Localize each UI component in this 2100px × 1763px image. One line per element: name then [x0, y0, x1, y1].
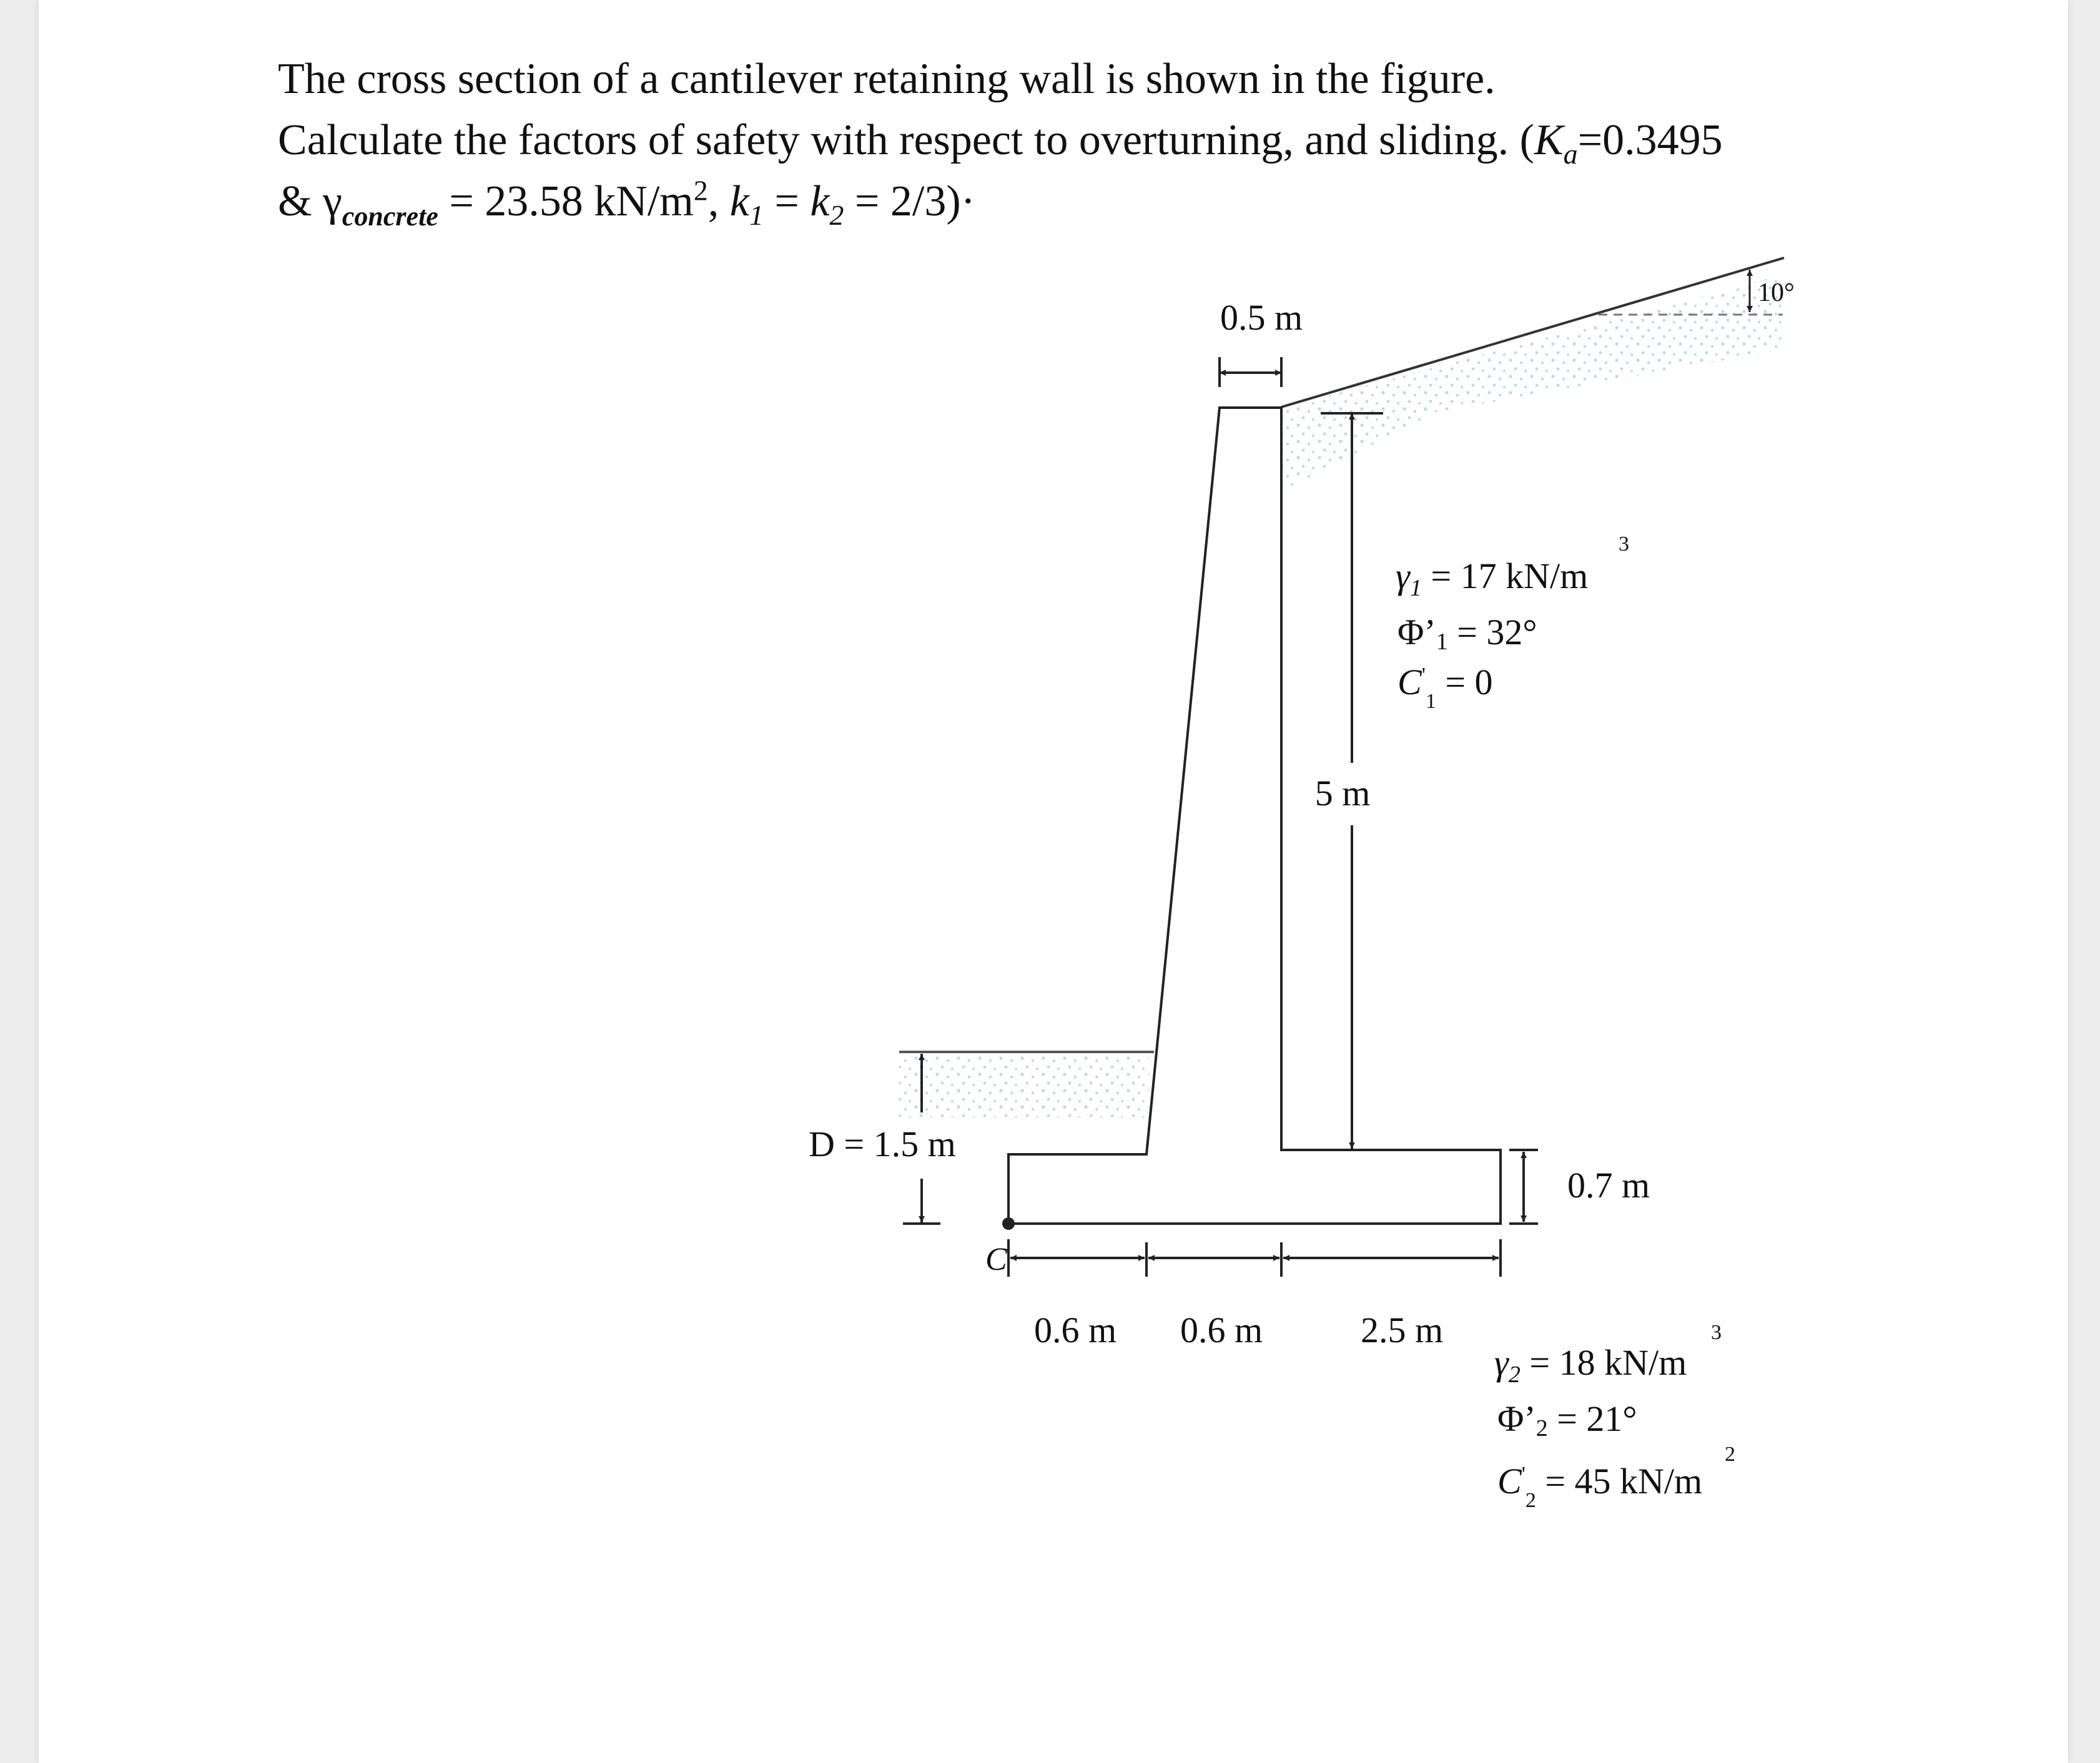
soil-1-c-superscript: '	[1421, 664, 1426, 687]
gamma-symbol: & γ	[278, 177, 342, 225]
soil-2-gamma-line	[1494, 1342, 1687, 1388]
stem-height-label: 5 m	[1314, 773, 1371, 813]
soil-1-c-value: = 0	[1436, 662, 1493, 702]
k2-subscript: 2	[829, 199, 844, 231]
soil-2-gamma-symbol: γ	[1494, 1342, 1509, 1383]
soil-2-c-symbol: C	[1497, 1461, 1522, 1501]
ka-symbol: K	[1534, 116, 1564, 164]
soil-2-gamma-unit-sup: 3	[1711, 1321, 1722, 1344]
soil-2-gamma-subscript: 2	[1508, 1362, 1521, 1388]
soil-2-c-subscript: 2	[1525, 1489, 1536, 1512]
soil-2-phi-line	[1497, 1398, 1637, 1441]
front-soil-dots	[899, 1055, 1149, 1117]
soil-1-gamma-value: = 17 kN/m	[1421, 556, 1589, 596]
gamma-concrete-subscript: concrete	[342, 201, 438, 232]
problem-line-2-text: Calculate the factors of safety with respect to overturning, and sliding. (	[278, 116, 1534, 164]
point-c-marker	[1002, 1217, 1015, 1230]
soil-1-c-subscript: 1	[1425, 690, 1436, 713]
stem-base-width-label: 0.6 m	[1180, 1310, 1263, 1350]
k-separator: ,	[707, 177, 730, 225]
k-value: = 2/3)·	[844, 177, 975, 225]
toe-width-label: 0.6 m	[1033, 1310, 1117, 1350]
soil-1-properties	[1396, 533, 1629, 713]
soil-2-phi-symbol: Φ’	[1497, 1398, 1536, 1439]
square-superscript: 2	[693, 174, 708, 207]
ka-value: =0.3495	[1577, 116, 1723, 164]
soil-2-c-unit-sup: 2	[1725, 1443, 1735, 1466]
backfill-soil-dots	[1279, 275, 1783, 493]
ka-subscript: a	[1563, 138, 1578, 170]
soil-1-phi-value: = 32°	[1447, 612, 1537, 652]
soil-2-c-superscript: '	[1521, 1463, 1526, 1486]
depth-label: D = 1.5 m	[809, 1124, 956, 1164]
base-thickness-label: 0.7 m	[1567, 1165, 1650, 1206]
slope-angle-label: 10°	[1758, 278, 1795, 307]
soil-1-phi-line	[1398, 612, 1537, 655]
soil-1-gamma-line	[1396, 556, 1588, 601]
k1-symbol: k	[729, 177, 749, 225]
gamma-concrete-value: = 23.58 kN/m	[438, 177, 694, 225]
soil-2-gamma-value: = 18 kN/m	[1520, 1342, 1687, 1383]
soil-1-c-symbol: C	[1398, 662, 1422, 702]
k2-symbol: k	[810, 177, 830, 225]
soil-2-properties	[1494, 1321, 1735, 1512]
soil-1-gamma-subscript: 1	[1409, 575, 1422, 601]
soil-2-phi-value: = 21°	[1547, 1398, 1637, 1439]
k1-subscript: 1	[749, 199, 764, 231]
soil-1-c-line	[1398, 662, 1493, 713]
point-c-label: C	[985, 1242, 1007, 1277]
soil-2-c-line	[1497, 1461, 1702, 1512]
soil-1-gamma-unit-sup: 3	[1619, 533, 1629, 556]
soil-2-c-value: = 45 kN/m	[1536, 1461, 1703, 1501]
k-equals: =	[763, 177, 811, 225]
stem-top-width-label: 0.5 m	[1220, 297, 1303, 338]
problem-line-1: The cross section of a cantilever retaining wall is shown in the figure.	[278, 55, 1496, 103]
soil-1-phi-symbol: Φ’	[1398, 612, 1436, 652]
heel-width-label: 2.5 m	[1360, 1310, 1444, 1350]
soil-1-phi-subscript: 1	[1436, 629, 1448, 655]
soil-1-gamma-symbol: γ	[1396, 556, 1410, 596]
soil-2-phi-subscript: 2	[1536, 1415, 1548, 1441]
